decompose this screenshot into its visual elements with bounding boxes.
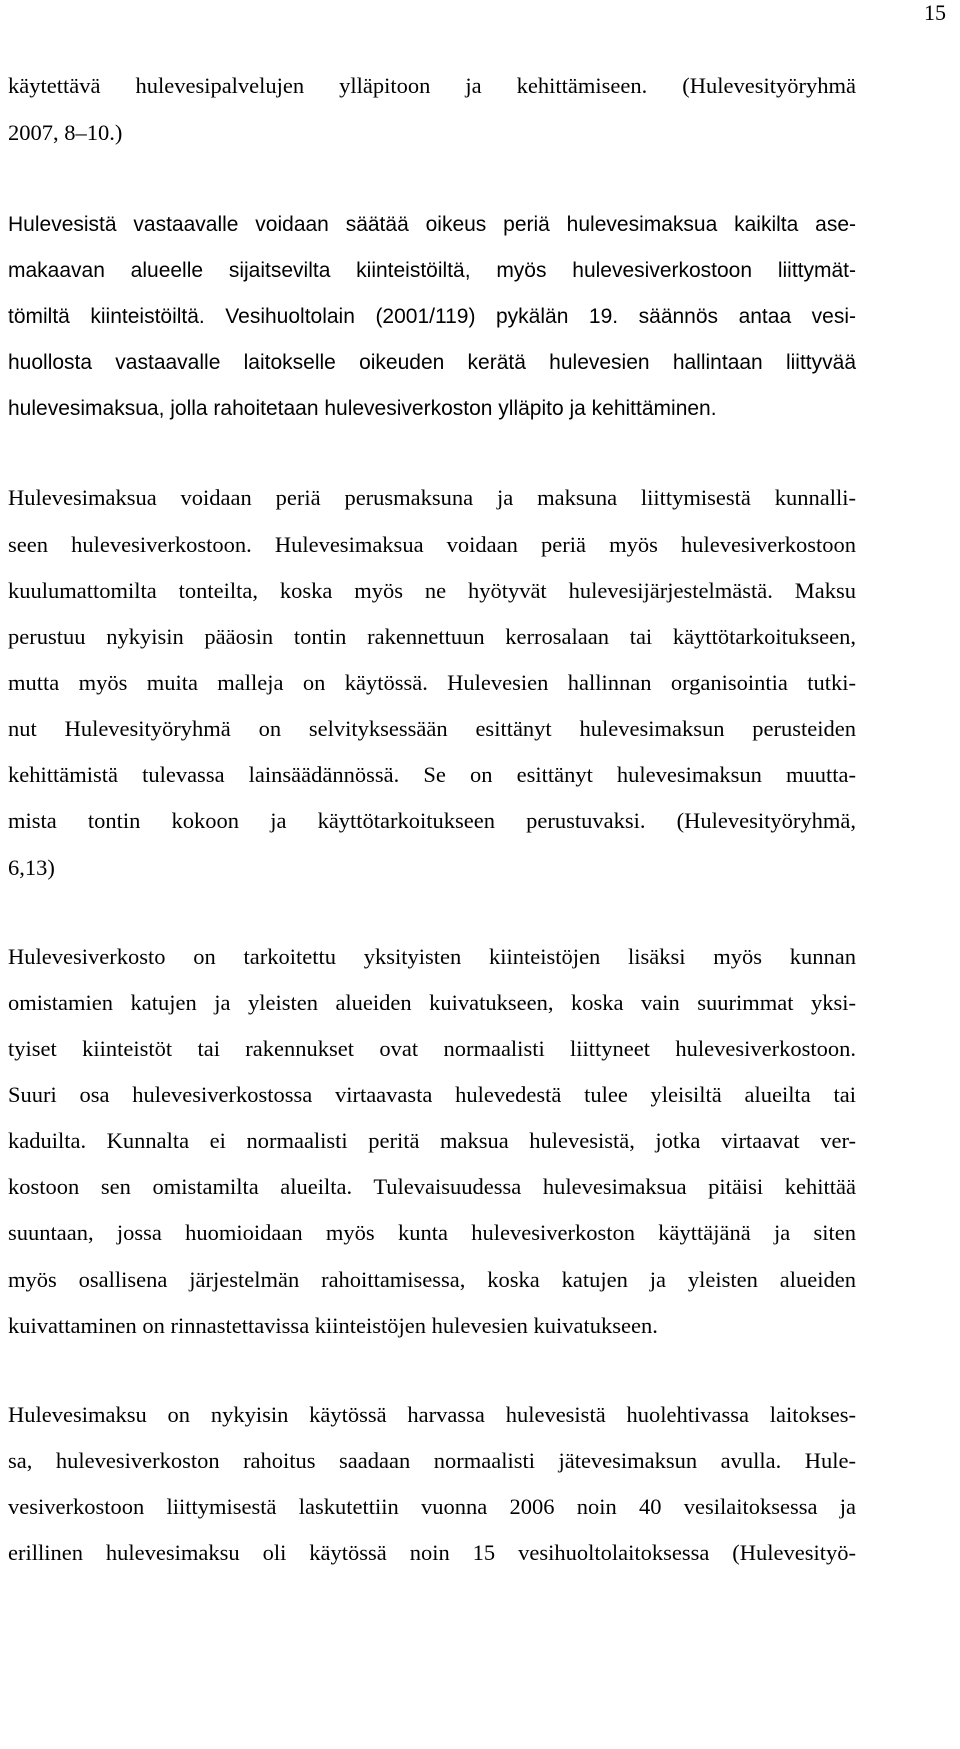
page-number: 15 [924,0,946,25]
text-line: erillinen hulevesimaksu oli käytössä noin 15 vesihuoltolaitoksessa (Hulevesityö- [8,1540,856,1565]
text-line: sa, hulevesiverkoston rahoitus saadaan normaalisti jätevesimaksun avulla. Hule- [8,1448,856,1473]
text-line: kehittämistä tulevassa lainsäädännössä. Se on esittänyt hulevesimaksun muutta- [8,762,856,787]
text-line: huollosta vastaavalle laitokselle oikeuden kerätä hulevesien hallintaan liittyvää [8,351,856,374]
text-line: seen hulevesiverkostoon. Hulevesimaksua voidaan periä myös hulevesiverkostoon [8,532,856,557]
text-line: 6,13) [8,855,55,880]
text-line: Hulevesimaksu on nykyisin käytössä harvassa hulevesistä huolehtivassa laitokses- [8,1402,856,1427]
text-line: tömiltä kiinteistöiltä. Vesihuoltolain (2001/119) pykälän 19. säännös antaa vesi- [8,305,856,328]
text-line: vesiverkostoon liittymisestä laskutettiin vuonna 2006 noin 40 vesilaitoksessa ja [8,1494,856,1519]
text-line: tyiset kiinteistöt tai rakennukset ovat normaalisti liittyneet hulevesiverkostoon. [8,1036,856,1061]
text-line: perustuu nykyisin pääosin tontin rakennettuun kerrosalaan tai käyttötarkoitukseen, [8,624,856,649]
text-line: makaavan alueelle sijaitsevilta kiinteistöiltä, myös hulevesiverkostoon liittymät- [8,259,856,282]
text-line: nut Hulevesityöryhmä on selvityksessään esittänyt hulevesimaksun perusteiden [8,716,856,741]
text-line: Suuri osa hulevesiverkostossa virtaavasta hulevedestä tulee yleisiltä alueilta tai [8,1082,856,1107]
text-line: käytettävä hulevesipalvelujen ylläpitoon ja kehittämiseen. (Hulevesityöryhmä [8,73,856,98]
text-line: omistamien katujen ja yleisten alueiden kuivatukseen, koska vain suurimmat yksi- [8,990,856,1015]
text-line: kaduilta. Kunnalta ei normaalisti peritä maksua hulevesistä, jotka virtaavat ver- [8,1128,856,1153]
text-line: Hulevesistä vastaavalle voidaan säätää oikeus periä hulevesimaksua kaikilta ase- [8,213,856,236]
text-line: kuivattaminen on rinnastettavissa kiinteistöjen hulevesien kuivatukseen. [8,1313,658,1338]
text-line: myös osallisena järjestelmän rahoittamisessa, koska katujen ja yleisten alueiden [8,1267,856,1292]
text-line: hulevesimaksua, jolla rahoitetaan hulevesiverkoston ylläpito ja kehittäminen. [8,397,717,420]
text-line: Hulevesimaksua voidaan periä perusmaksuna ja maksuna liittymisestä kunnalli- [8,485,856,510]
text-line: suuntaan, jossa huomioidaan myös kunta hulevesiverkoston käyttäjänä ja siten [8,1220,856,1245]
text-line: mutta myös muita malleja on käytössä. Hulevesien hallinnan organisointia tutki- [8,670,856,695]
text-line: mista tontin kokoon ja käyttötarkoitukseen perustuvaksi. (Hulevesityöryhmä, [8,808,856,833]
text-line: kuulumattomilta tonteilta, koska myös ne hyötyvät hulevesijärjestelmästä. Maksu [8,578,856,603]
text-line: 2007, 8–10.) [8,120,123,145]
text-line: Hulevesiverkosto on tarkoitettu yksityisten kiinteistöjen lisäksi myös kunnan [8,944,856,969]
text-line: kostoon sen omistamilta alueilta. Tulevaisuudessa hulevesimaksua pitäisi kehittää [8,1174,856,1199]
